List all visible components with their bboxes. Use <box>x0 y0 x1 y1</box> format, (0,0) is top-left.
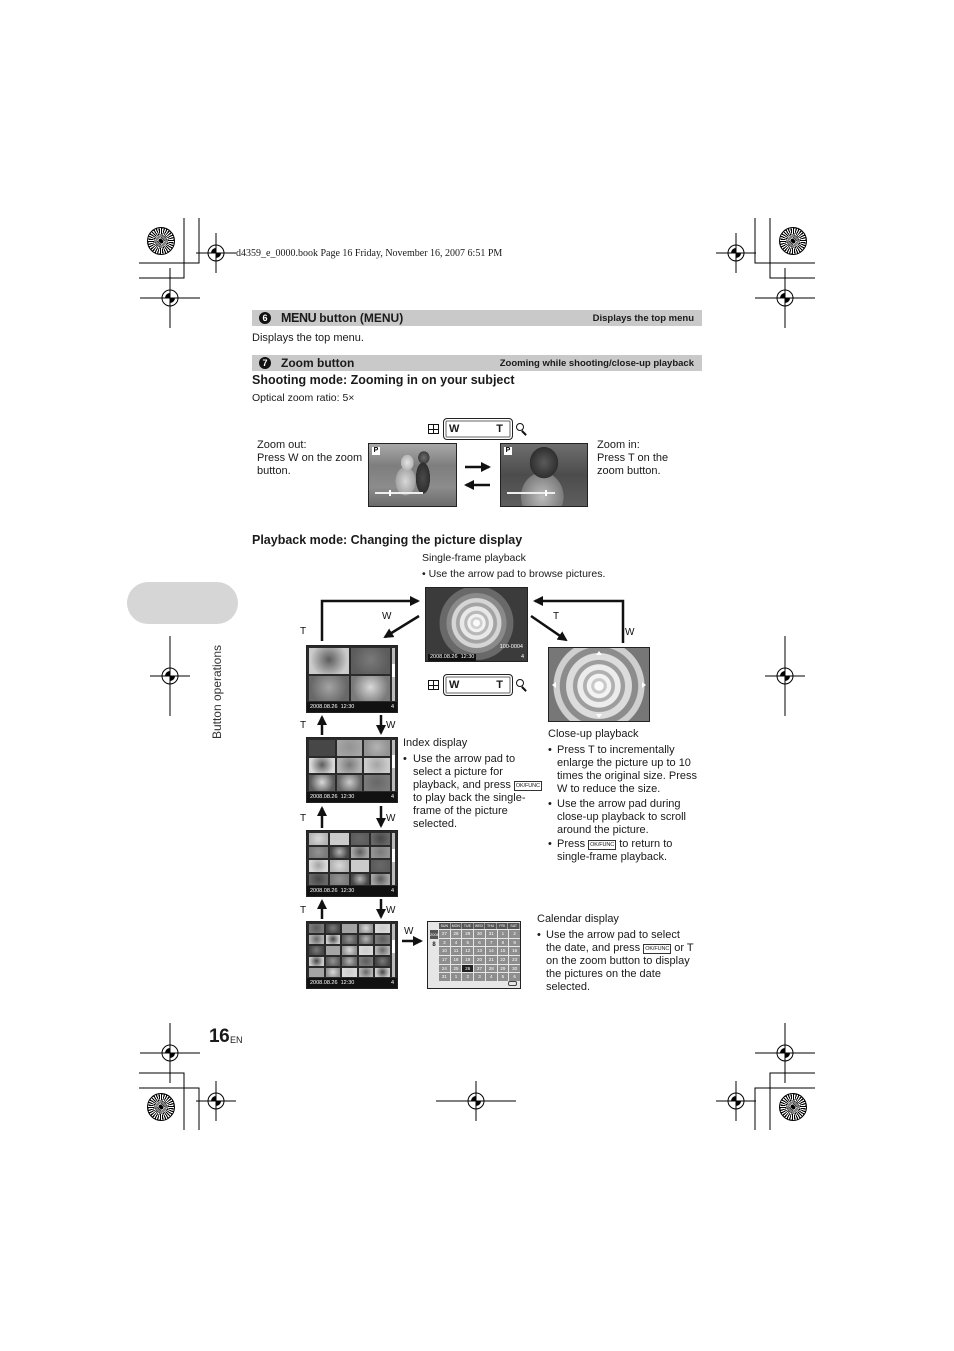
calendar-screen <box>427 921 521 989</box>
zoom-out-caption <box>257 439 362 478</box>
thumbnail <box>330 833 349 845</box>
registration-quadrant <box>731 1096 736 1101</box>
registration-circle <box>208 245 224 261</box>
section-tagline: Displays the top menu <box>592 313 694 324</box>
magnifier-handle <box>521 686 527 692</box>
thumbnail <box>351 676 391 702</box>
closeup-title: Close-up playback <box>548 728 639 740</box>
thumbnail <box>375 968 390 977</box>
bullet: • <box>403 753 407 765</box>
thumbnail <box>375 935 390 944</box>
thumbnail <box>364 775 390 791</box>
thumbnail <box>309 924 324 933</box>
time: 12:30 <box>340 704 355 710</box>
registration-quadrant <box>780 1048 785 1053</box>
page-number: 16 <box>209 1026 230 1047</box>
thumbnail <box>375 924 390 933</box>
thumbnail <box>309 968 324 977</box>
thumbnail <box>359 946 374 955</box>
zoom-lever-diagram <box>428 418 528 440</box>
thumbnail <box>371 874 390 886</box>
thumbnail <box>330 860 349 872</box>
calendar-day: 3 <box>439 939 450 947</box>
registration-quadrant <box>170 1053 175 1058</box>
calendar-weekdays <box>439 923 520 929</box>
calendar-day: 30 <box>474 930 485 938</box>
time: 12:30 <box>340 980 355 986</box>
registration-target <box>779 227 807 255</box>
date: 2008.08.26 <box>310 704 338 710</box>
arrow-label: W <box>625 627 635 638</box>
zoom-indicator-marker <box>389 490 391 496</box>
thumbnail <box>351 847 370 859</box>
frame-count: 4 <box>390 980 394 986</box>
text-line: Use the arrow pad to select <box>546 929 680 941</box>
calendar-day: 6 <box>474 939 485 947</box>
thumbnail <box>342 957 357 966</box>
index-screen-25 <box>306 921 398 989</box>
frame-count: 4 <box>520 654 524 660</box>
date-stamp <box>310 978 354 988</box>
closeup-screen <box>548 647 650 722</box>
text-fragment: the date, and press <box>546 942 641 954</box>
calendar-day: 2 <box>509 930 520 938</box>
registration-quadrant <box>211 248 216 253</box>
date-stamp <box>310 702 354 712</box>
closeup-bullet-3 <box>557 838 672 864</box>
calendar-day: 7 <box>486 939 497 947</box>
tele-label: T <box>496 679 503 691</box>
section-number: 7 <box>259 357 271 369</box>
bullet: • <box>537 929 541 941</box>
calendar-day: 1 <box>451 973 462 981</box>
text-line: to play back the single- <box>413 792 526 804</box>
frame-count: 4 <box>390 888 394 894</box>
arrow-single-to-closeup <box>531 616 566 640</box>
date: 2008.08.26 <box>310 888 338 894</box>
thumbnail <box>337 775 363 791</box>
arrow-label: T <box>553 611 560 622</box>
calendar-day: 1 <box>498 930 509 938</box>
text-fragment: playback, and press <box>413 779 511 791</box>
arrow-label: T <box>300 905 307 916</box>
arrow-label: W <box>386 905 396 916</box>
thumbnail <box>309 957 324 966</box>
calendar-day: 28 <box>451 930 462 938</box>
calendar-day: 30 <box>509 965 520 973</box>
text-line <box>546 942 694 955</box>
date-stamp <box>310 792 354 802</box>
calendar-weekday: MON <box>451 923 463 929</box>
frame-count: 4 <box>390 794 394 800</box>
ok-func-button-icon: OK/FUNC <box>645 946 670 952</box>
calendar-day: 26 <box>462 965 473 973</box>
thumbnail <box>371 833 390 845</box>
calendar-day: 8 <box>498 939 509 947</box>
caption-line: zoom button. <box>597 465 661 477</box>
menu-button-icon: MENU <box>281 311 317 325</box>
registration-quadrant <box>170 298 175 303</box>
calendar-day: 29 <box>462 930 473 938</box>
arrow-index-to-single <box>322 601 418 641</box>
calendar-day: 14 <box>486 947 497 955</box>
thumbnail <box>309 740 335 756</box>
section-tagline: Zooming while shooting/close-up playback <box>499 358 694 369</box>
zoom-indicator <box>375 492 423 494</box>
scroll-left-indicator <box>552 682 556 688</box>
thumbnail <box>309 946 324 955</box>
calendar-day: 17 <box>439 956 450 964</box>
registration-target <box>147 1093 175 1121</box>
text-line: selected. <box>546 981 591 993</box>
thumbnail <box>309 775 335 791</box>
thumbnail <box>309 847 328 859</box>
registration-quadrant <box>785 1053 790 1058</box>
zoom-ratio-note: Optical zoom ratio: 5× <box>252 392 355 404</box>
thumbnail <box>371 847 390 859</box>
caption-line: Zoom in: <box>597 439 640 451</box>
arrow-label: W <box>386 813 396 824</box>
arrow-label: W <box>404 926 414 937</box>
calendar-weekday: SAT <box>508 923 520 929</box>
calendar-day: 5 <box>462 939 473 947</box>
calendar-day: 29 <box>498 965 509 973</box>
print-slug: d4359_e_0000.book Page 16 Friday, November 16, 2007 6:51 PM <box>236 248 503 259</box>
subsection-heading: Shooting mode: Zooming in on your subject <box>252 373 515 387</box>
thumbnail <box>330 874 349 886</box>
registration-circle <box>728 1093 744 1109</box>
registration-circle <box>162 1045 178 1061</box>
registration-quadrant <box>170 676 175 681</box>
zoom-in-caption <box>597 439 668 478</box>
thumbnail <box>330 847 349 859</box>
thumbnail-grid <box>309 924 390 977</box>
thumbnail <box>326 946 341 955</box>
registration-circle <box>777 290 793 306</box>
calendar-day: 28 <box>486 965 497 973</box>
text-fragment: Press <box>557 838 586 850</box>
thumbnail <box>359 968 374 977</box>
thumbnail <box>364 758 390 774</box>
section-header-zoom <box>252 355 702 371</box>
text-fragment: or T <box>674 942 694 954</box>
thumbnail <box>309 860 328 872</box>
calendar-weekday: FRI <box>497 923 509 929</box>
thumbnail <box>309 833 328 845</box>
registration-quadrant <box>165 671 170 676</box>
thumbnail-grid <box>309 740 390 791</box>
registration-circle <box>728 245 744 261</box>
registration-quadrant <box>471 1096 476 1101</box>
calendar-day: 24 <box>439 965 450 973</box>
thumbnail-grid <box>309 648 390 701</box>
arrow-label: T <box>300 813 307 824</box>
registration-quadrant <box>165 293 170 298</box>
scrollbar <box>392 648 395 701</box>
zoom-lever-box <box>443 418 513 440</box>
scroll-right-indicator <box>642 682 646 688</box>
registration-circle <box>777 1045 793 1061</box>
arrow-label: T <box>300 720 307 731</box>
section-title-text: button (MENU) <box>319 311 404 325</box>
bullet-text: Use the arrow pad to browse pictures. <box>428 568 606 580</box>
arrow-label: T <box>300 626 307 637</box>
thumbnail <box>309 648 349 674</box>
text-line <box>413 779 545 792</box>
calendar-day: 3 <box>474 973 485 981</box>
ok-func-button-icon: OK/FUNC <box>515 783 540 789</box>
thumbnail <box>309 935 324 944</box>
info-strip <box>307 792 397 802</box>
caption-line: Press W on the zoom <box>257 452 363 464</box>
section-title: Zoom button <box>281 356 355 370</box>
chapter-tab-label: Button operations <box>210 644 224 740</box>
calendar-day: 6 <box>509 973 520 981</box>
calendar-month: 8 <box>432 942 436 948</box>
closeup-bullet-2 <box>557 798 686 837</box>
registration-circle <box>162 290 178 306</box>
registration-target <box>779 1093 807 1121</box>
index-screen-9 <box>306 737 398 803</box>
wide-label: W <box>449 679 460 691</box>
thumbnail <box>342 935 357 944</box>
file-number: 100-0004 <box>499 644 523 650</box>
info-strip <box>307 702 397 712</box>
thumbnail <box>326 935 341 944</box>
text-line <box>557 838 672 851</box>
text-line: on the zoom button to display <box>546 955 690 967</box>
registration-quadrant <box>476 1101 481 1106</box>
arrow-label: W <box>386 720 396 731</box>
date: 2008.08.26 <box>310 980 338 986</box>
text-line: frame of the picture <box>413 805 508 817</box>
calendar-day: 13 <box>474 947 485 955</box>
registration-quadrant <box>211 1096 216 1101</box>
calendar-day: 9 <box>509 939 520 947</box>
calendar-day: 31 <box>486 930 497 938</box>
calendar-day: 27 <box>474 965 485 973</box>
bullet: • <box>548 838 552 850</box>
zoom-lever-box <box>443 674 513 696</box>
registration-circle <box>468 1093 484 1109</box>
zoom-lever-diagram <box>428 674 528 696</box>
calendar-day: 20 <box>474 956 485 964</box>
bullet: • <box>548 798 552 810</box>
calendar-days <box>439 930 520 981</box>
thumbnail <box>337 758 363 774</box>
index-screen-16 <box>306 830 398 897</box>
calendar-day: 4 <box>486 973 497 981</box>
thumbnail <box>375 957 390 966</box>
zoom-indicator-marker <box>545 490 547 496</box>
text-line: Press T to incrementally <box>557 744 675 756</box>
thumbnail <box>351 860 370 872</box>
arrow-label: W <box>382 611 392 622</box>
index-grid-icon <box>428 424 439 434</box>
date-stamp <box>310 886 354 896</box>
caption-line: Press T on the <box>597 452 669 464</box>
page-language: EN <box>230 1035 243 1045</box>
thumbnail <box>351 648 391 674</box>
calendar-day: 31 <box>439 973 450 981</box>
calendar-day: 12 <box>462 947 473 955</box>
registration-quadrant <box>780 293 785 298</box>
calendar-weekday: WED <box>474 923 486 929</box>
date: 2008.08.26 <box>430 654 458 660</box>
calendar-weekday: SUN <box>439 923 451 929</box>
registration-quadrant <box>731 248 736 253</box>
registration-circle <box>208 1093 224 1109</box>
caption-line: button. <box>257 465 291 477</box>
text-line: Use the arrow pad to <box>413 753 516 765</box>
thumbnail <box>326 924 341 933</box>
arrow-closeup-to-single <box>535 601 623 643</box>
chapter-tab <box>127 582 238 624</box>
frame-count: 4 <box>390 704 394 710</box>
calendar-day: 25 <box>451 965 462 973</box>
index-grid-icon <box>428 680 439 690</box>
info-strip <box>307 886 397 896</box>
registration-quadrant <box>216 253 221 258</box>
calendar-day: 5 <box>498 973 509 981</box>
index-screen-4 <box>306 645 398 713</box>
calendar-day: 11 <box>451 947 462 955</box>
single-frame-bullet: • Use the arrow pad to browse pictures. <box>422 568 606 580</box>
calendar-day: 18 <box>451 956 462 964</box>
thumbnail <box>326 968 341 977</box>
calendar-day: 15 <box>498 947 509 955</box>
calendar-day: 27 <box>439 930 450 938</box>
thumbnail-grid <box>309 833 390 885</box>
subsection-heading: Playback mode: Changing the picture display <box>252 533 523 547</box>
thumbnail <box>342 924 357 933</box>
zoomed-out-photo <box>368 443 457 507</box>
calendar-day: 23 <box>509 956 520 964</box>
text-line: select a picture for <box>413 766 503 778</box>
calendar-year: 2008 <box>430 932 439 937</box>
registration-quadrant <box>780 671 785 676</box>
closeup-bullet-1 <box>557 744 697 796</box>
single-frame-screen <box>425 587 528 662</box>
scrollbar <box>392 833 395 885</box>
calendar-day: 2 <box>462 973 473 981</box>
scroll-up-indicator <box>596 651 602 655</box>
scrollbar <box>392 924 395 977</box>
section-header-menu <box>252 310 702 326</box>
calendar-day: 10 <box>439 947 450 955</box>
thumbnail <box>342 946 357 955</box>
registration-quadrant <box>165 1048 170 1053</box>
battery-icon <box>508 981 517 986</box>
section-title <box>281 310 403 326</box>
thumbnail <box>359 924 374 933</box>
zoom-indicator <box>507 492 555 494</box>
thumbnail <box>364 740 390 756</box>
calendar-day: 4 <box>451 939 462 947</box>
scroll-down-indicator <box>596 714 602 718</box>
registration-quadrant <box>736 1101 741 1106</box>
thumbnail <box>359 935 374 944</box>
registration-quadrant <box>736 253 741 258</box>
calendar-display-bullet <box>546 929 694 994</box>
calendar-display-title: Calendar display <box>537 913 619 925</box>
text-line: close-up playback to scroll <box>557 811 687 823</box>
thumbnail <box>309 676 349 702</box>
registration-quadrant <box>785 298 790 303</box>
time: 12:30 <box>340 794 355 800</box>
text-line: the pictures on the date <box>546 968 661 980</box>
text-line: Use the arrow pad during <box>557 798 681 810</box>
ok-func-button-icon: OK/FUNC <box>590 842 615 848</box>
index-display-bullet <box>413 753 545 831</box>
text-line: times the original size. Press <box>557 770 697 782</box>
calendar-day: 21 <box>486 956 497 964</box>
thumbnail <box>309 758 335 774</box>
time: 12:30 <box>340 888 355 894</box>
thumbnail <box>326 957 341 966</box>
date-stamp <box>428 654 476 661</box>
thumbnail <box>375 946 390 955</box>
section-number: 6 <box>259 312 271 324</box>
calendar-day: 16 <box>509 947 520 955</box>
registration-quadrant <box>785 676 790 681</box>
section-body: Displays the top menu. <box>252 332 364 344</box>
thumbnail <box>342 968 357 977</box>
thumbnail <box>351 874 370 886</box>
single-frame-title: Single-frame playback <box>422 552 526 564</box>
registration-circle <box>777 668 793 684</box>
calendar-day: 19 <box>462 956 473 964</box>
info-strip <box>307 978 397 988</box>
time: 12:30 <box>460 654 475 660</box>
registration-quadrant <box>216 1101 221 1106</box>
thumbnail <box>351 833 370 845</box>
thumbnail <box>337 740 363 756</box>
index-display-title: Index display <box>403 737 468 749</box>
wide-label: W <box>449 423 460 435</box>
text-line: enlarge the picture up to 10 <box>557 757 691 769</box>
thumbnail <box>359 957 374 966</box>
date: 2008.08.26 <box>310 794 338 800</box>
scrollbar <box>392 740 395 791</box>
registration-target <box>147 227 175 255</box>
magnifier-handle <box>521 430 527 436</box>
text-line: W to reduce the size. <box>557 783 661 795</box>
text-line: single-frame playback. <box>557 851 668 863</box>
tele-label: T <box>496 423 503 435</box>
registration-circle <box>162 668 178 684</box>
text-line: around the picture. <box>557 824 649 836</box>
shooting-mode-badge: P <box>505 447 511 454</box>
text-line: selected. <box>413 818 458 830</box>
text-fragment: to return to <box>619 838 673 850</box>
calendar-day: 22 <box>498 956 509 964</box>
calendar-weekday: THU <box>485 923 497 929</box>
thumbnail <box>371 860 390 872</box>
thumbnail <box>309 874 328 886</box>
bullet: • <box>548 744 552 756</box>
caption-line: Zoom out: <box>257 439 307 451</box>
zoomed-in-photo <box>500 443 588 507</box>
shooting-mode-badge: P <box>373 447 379 454</box>
calendar-weekday: TUE <box>462 923 474 929</box>
